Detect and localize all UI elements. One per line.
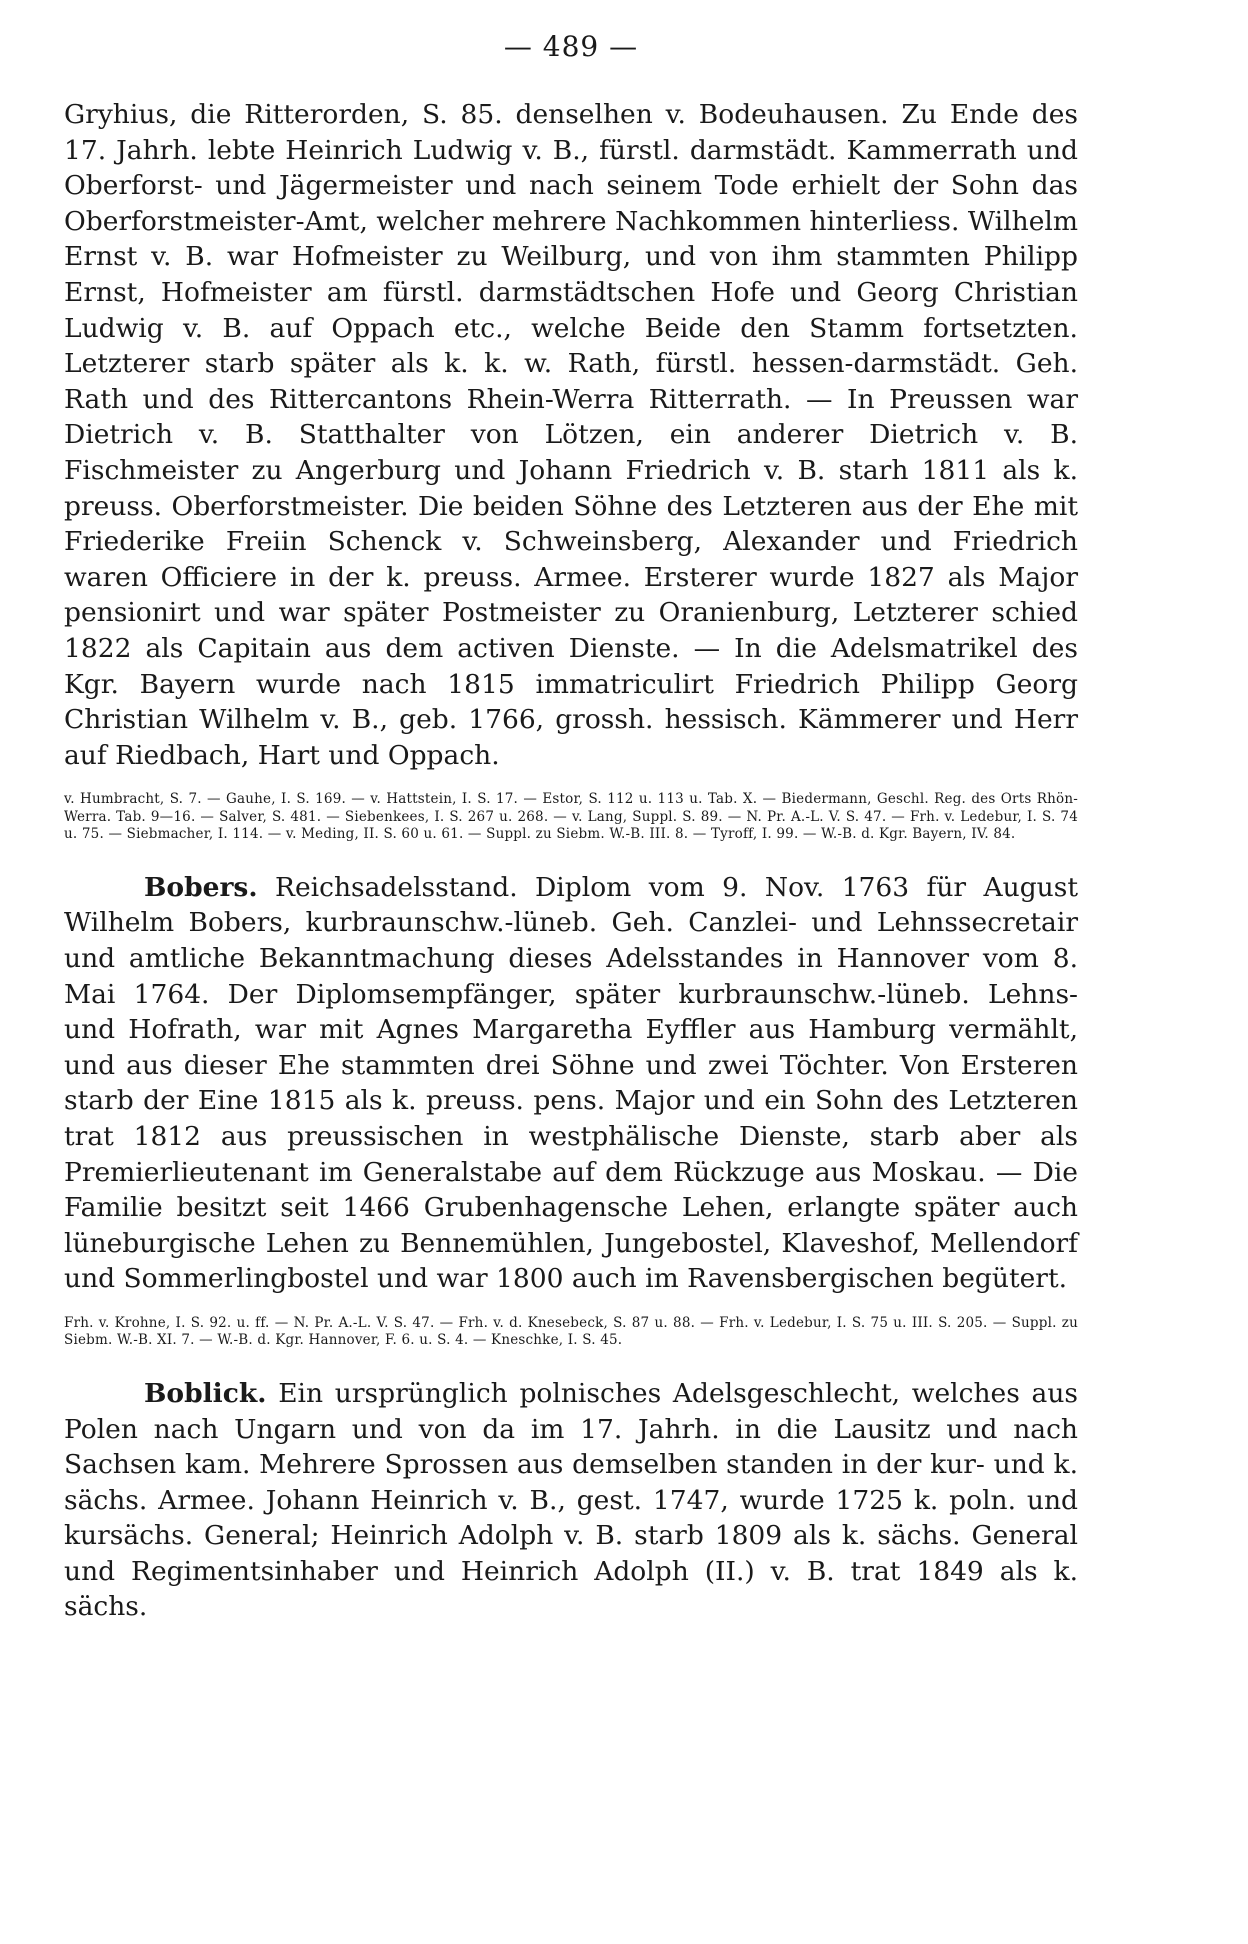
entry-continued-text: Gryhius, die Ritterorden, S. 85. denselhen v. Bodeuhausen. Zu Ende des 17. Jahrh. lebte Heinrich Ludwig v. B., fürstl. darmstädt. Kammerrath und Oberforst- und Jägermeister und nach seinem Tode erhielt der Sohn das Oberforstmeister-Amt, welcher mehrere Nachkommen hinterliess. Wilhelm Ernst v. B. war Hofmeister zu Weilburg, und von ihm stammten Philipp Ernst, Hofmeister am fürstl. darmstädtschen Hofe und Georg Christian Ludwig v. B. auf Oppach etc., welche Beide den Stamm fortsetzten. Letzterer starb später als k. k. w. Rath, fürstl. hessen-darmstädt. Geh. Rath und des Rittercantons Rhein-Werra Ritterrath. — In Preussen war Dietrich v. B. Statthalter von Lötzen, ein anderer Dietrich v. B. Fischmeister zu Angerburg und Johann Friedrich v. B. starh 1811 als k. preuss. Oberforstmeister. Die beiden Söhne des Letzteren aus der Ehe mit Friederike Freiin Schenck v. Schweinsberg, Alexander und Friedrich waren Officiere in der k. preuss. Armee. Ersterer wurde 1827 als Major pensionirt und war später Postmeister zu Oranienburg, Letzterer schied 1822 als Capitain aus dem activen Dienste. — In die Adelsmatrikel des Kgr. Bayern wurde nach 1815 immatriculirt Friedrich Philipp Georg Christian Wilhelm v. B., geb. 1766, grossh. hessisch. Kämmerer und Herr auf Riedbach, Hart und Oppach. — [64, 99, 1078, 771]
entry-bobers-references: Frh. v. Krohne, I. S. 92. u. ff. — N. Pr. A.-L. V. S. 47. — Frh. v. d. Knesebeck, S. 87 u. 88. — Frh. v. Ledebur, I. S. 75 u. III. S. 205. — Suppl. zu Siebm. W.-B. XI. 7. — W.-B. d. Kgr. Hannover, F. 6. u. S. 4. — Kneschke, I. S. 45. — [64, 1314, 1078, 1349]
entry-bobers — [64, 870, 1078, 1297]
entry-bobers-name: Bobers. — [144, 871, 258, 903]
page-number: — 489 — — [503, 30, 639, 63]
book-page — [64, 30, 1078, 1625]
entry-boblick-name: Boblick. — [144, 1377, 267, 1409]
entry-continued-references: v. Humbracht, S. 7. — Gauhe, I. S. 169. — v. Hattstein, I. S. 17. — Estor, S. 112 u. 113 u. Tab. X. — Biedermann, Geschl. Reg. des Orts Rhön-Werra. Tab. 9—16. — Salver, S. 481. — Siebenkees, I. S. 267 u. 268. — v. Lang, Suppl. S. 89. — N. Pr. A.-L. V. S. 47. — Frh. v. Ledebur, I. S. 74 u. 75. — Siebmacher, I. 114. — v. Meding, II. S. 60 u. 61. — Suppl. zu Siebm. W.-B. III. 8. — Tyroff, I. 99. — W.-B. d. Kgr. Bayern, IV. 84. — [64, 791, 1078, 843]
entry-boblick — [64, 1376, 1078, 1625]
entry-bobers-text: Reichsadelsstand. Diplom vom 9. Nov. 1763 für August Wilhelm Bobers, kurbraunschw.-lüneb. Geh. Canzlei- und Lehnssecretair und amtliche Bekanntmachung dieses Adelsstandes in Hannover vom 8. Mai 1764. Der Diplomsempfänger, später kurbraunschw.-lüneb. Lehns- und Hofrath, war mit Agnes Margaretha Eyffler aus Hamburg vermählt, und aus dieser Ehe stammten drei Söhne und zwei Töchter. Von Ersteren starb der Eine 1815 als k. preuss. pens. Major und ein Sohn des Letzteren trat 1812 aus preussischen in westphälische Dienste, starb aber als Premierlieutenant im Generalstabe auf dem Rückzuge aus Moskau. — Die Familie besitzt seit 1466 Grubenhagensche Lehen, erlangte später auch lüneburgische Lehen zu Bennemühlen, Jungebostel, Klaveshof, Mellendorf und Sommerlingbostel und war 1800 auch im Ravensbergischen begütert. — [64, 871, 1078, 1295]
entry-boblick-text: Ein ursprünglich polnisches Adelsgeschlecht, welches aus Polen nach Ungarn und von da im 17. Jahrh. in die Lausitz und nach Sachsen kam. Mehrere Sprossen aus demselben standen in der kur- und k. sächs. Armee. Johann Heinrich v. B., gest. 1747, wurde 1725 k. poln. und kursächs. General; Heinrich Adolph v. B. starb 1809 als k. sächs. General und Regimentsinhaber und Heinrich Adolph (II.) v. B. trat 1849 als k. sächs. — [64, 1377, 1078, 1623]
